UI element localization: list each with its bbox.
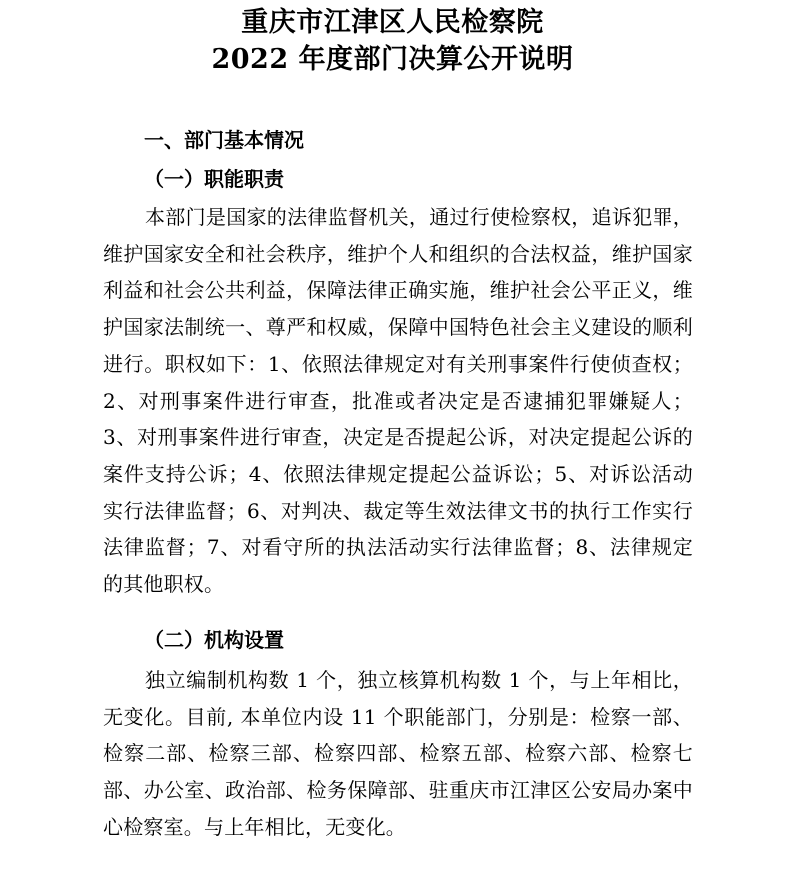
subsection-heading-organization: （二）机构设置: [144, 628, 284, 652]
paragraph-duties: 本部门是国家的法律监督机关，通过行使检察权，追诉犯罪，维护国家安全和社会秩序，维护个人和组织的合法权益，维护国家利益和社会公共利益，保障法律正确实施，维护社会公平正义，维护国家法制统一、尊严和权威，保障中国特色社会主义建设的顺利进行。职权如下：1、依照法律规定对有关刑事案件行使侦查权；2、对刑事案件进行审查，批准或者决定是否逮捕犯罪嫌疑人；3、对刑事案件进行审查，决定是否提起公诉，对决定提起公诉的案件支持公诉；4、依照法律规定提起公益诉讼；5、对诉讼活动实行法律监督；6、对判决、裁定等生效法律文书的执行工作实行法律监督；7、对看守所的执法活动实行法律监督；8、法律规定的其他职权。: [103, 205, 693, 597]
document-title-line1: 重庆市江津区人民检察院: [241, 7, 544, 38]
section-heading-basic-info: 一、部门基本情况: [144, 128, 304, 152]
subsection-heading-duties: （一）职能职责: [144, 167, 284, 191]
paragraph-organization: 独立编制机构数 1 个，独立核算机构数 1 个，与上年相比，无变化。目前, 本单位内设 11 个职能部门，分别是：检察一部、检察二部、检察三部、检察四部、检察五部、检察六部、检察七部、办公室、政治部、检务保障部、驻重庆市江津区公安局办案中心检察室。与上年相比，无变化。: [103, 668, 693, 839]
document-title-line2: 2022 年度部门决算公开说明: [211, 44, 574, 75]
